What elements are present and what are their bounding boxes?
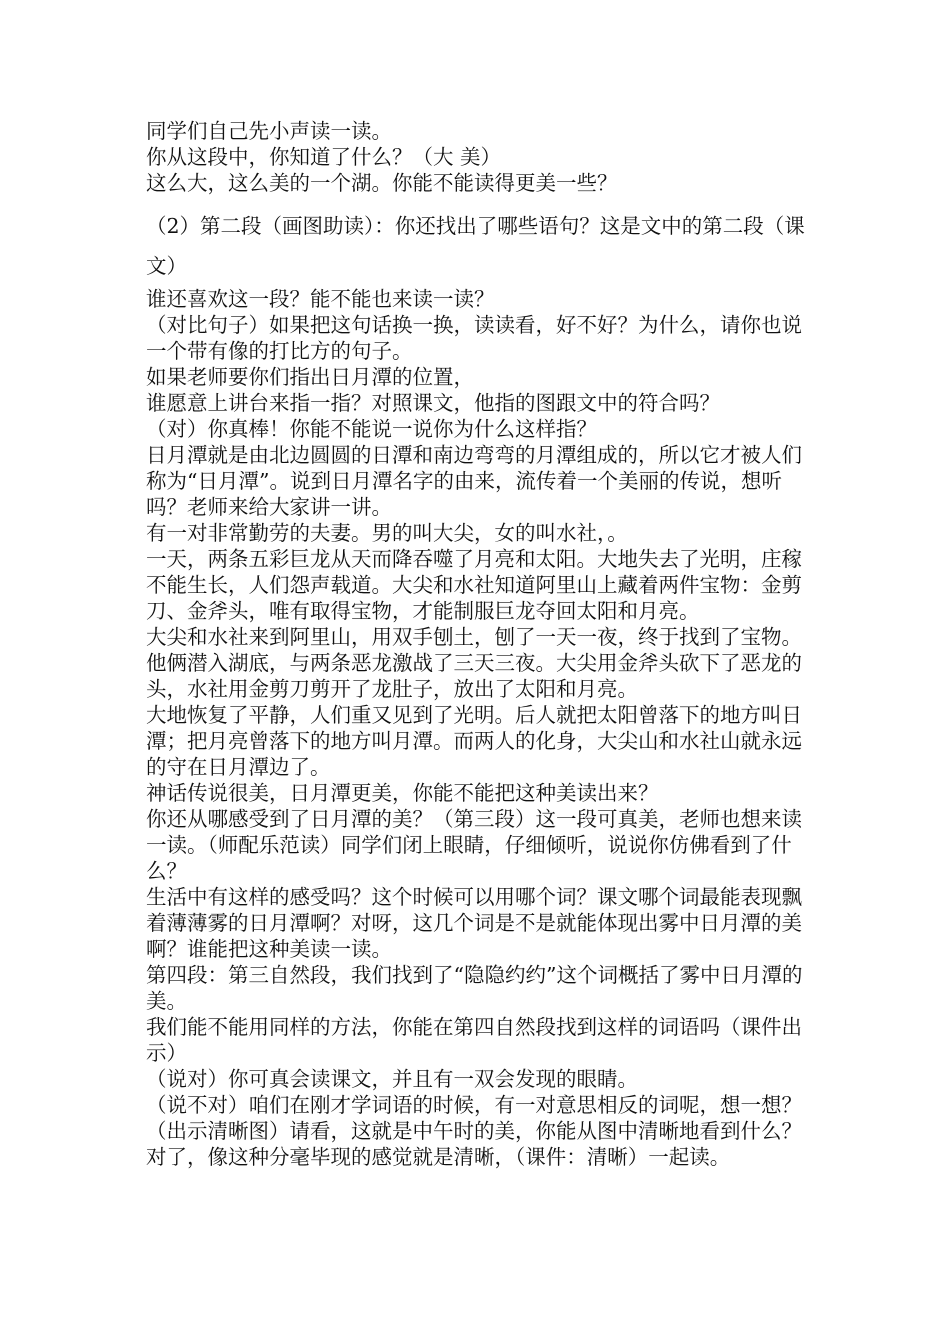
- paragraph-21: （说不对）咱们在刚才学词语的时候，有一对意思相反的词呢，想一想？: [146, 1093, 802, 1117]
- paragraph-17: 生活中有这样的感受吗？这个时候可以用哪个词？课文哪个词最能表现飘着薄薄雾的日月潭啊？对呀，这几个词是不是就能体现出雾中日月潭的美啊？谁能把这种美读一读。: [146, 885, 802, 961]
- paragraph-6: （对比句子）如果把这句话换一换，读读看，好不好？为什么，请你也说一个带有像的打比方的句子。: [146, 313, 802, 363]
- paragraph-11: 有一对非常勤劳的夫妻。男的叫大尖，女的叫水社，。: [146, 521, 628, 545]
- paragraph-8: 谁愿意上讲台来指一指？对照课文，他指的图跟文中的符合吗？: [146, 391, 720, 415]
- paragraph-22: （出示清晰图）请看，这就是中午时的美，你能从图中清晰地看到什么？对了，像这种分毫毕现的感觉就是清晰，（课件：清晰）一起读。: [146, 1119, 802, 1169]
- paragraph-4-section-two: （2）第二段（画图助读）：你还找出了哪些语句？这是文中的第二段（课文）: [146, 214, 805, 278]
- paragraph-16: 你还从哪感受到了日月潭的美？（第三段）这一段可真美，老师也想来读一读。（师配乐范读）同学们闭上眼睛，仔细倾听，说说你仿佛看到了什么？: [146, 807, 802, 883]
- paragraph-20: （说对）你可真会读课文，并且有一双会发现的眼睛。: [146, 1067, 638, 1091]
- paragraph-9: （对）你真棒！你能不能说一说你为什么这样指？: [146, 417, 597, 441]
- paragraph-18: 第四段：第三自然段，我们找到了“隐隐约约”这个词概括了雾中日月潭的美。: [146, 963, 803, 1013]
- document-body: [146, 118, 812, 1170]
- paragraph-10: 日月潭就是由北边圆圆的日潭和南边弯弯的月潭组成的，所以它才被人们称为“日月潭”。说到日月潭名字的由来，流传着一个美丽的传说，想听吗？老师来给大家讲一讲。: [146, 443, 802, 519]
- paragraph-5: 谁还喜欢这一段？能不能也来读一读？: [146, 287, 495, 311]
- paragraph-15: 神话传说很美，日月潭更美，你能不能把这种美读出来？: [146, 781, 659, 805]
- paragraph-13: 大尖和水社来到阿里山，用双手刨土，刨了一天一夜，终于找到了宝物。他俩潜入湖底，与两条恶龙激战了三天三夜。大尖用金斧头砍下了恶龙的头，水社用金剪刀剪开了龙肚子，放出了太阳和月亮。: [146, 625, 802, 701]
- paragraph-12: 一天，两条五彩巨龙从天而降吞噬了月亮和太阳。大地失去了光明，庄稼不能生长，人们怨声载道。大尖和水社知道阿里山上藏着两件宝物：金剪刀、金斧头，唯有取得宝物，才能制服巨龙夺回太阳和月亮。: [146, 547, 802, 623]
- paragraph-7: 如果老师要你们指出日月潭的位置，: [146, 365, 474, 389]
- paragraph-19: 我们能不能用同样的方法，你能在第四自然段找到这样的词语吗（课件出示）: [146, 1015, 802, 1065]
- paragraph-14: 大地恢复了平静，人们重又见到了光明。后人就把太阳曾落下的地方叫日潭；把月亮曾落下的地方叫月潭。而两人的化身，大尖山和水社山就永远的守在日月潭边了。: [146, 703, 802, 779]
- paragraph-2: 你从这段中，你知道了什么？（大 美）: [146, 145, 502, 169]
- paragraph-1: 同学们自己先小声读一读。: [146, 119, 392, 143]
- paragraph-3: 这么大，这么美的一个湖。你能不能读得更美一些？: [146, 171, 618, 195]
